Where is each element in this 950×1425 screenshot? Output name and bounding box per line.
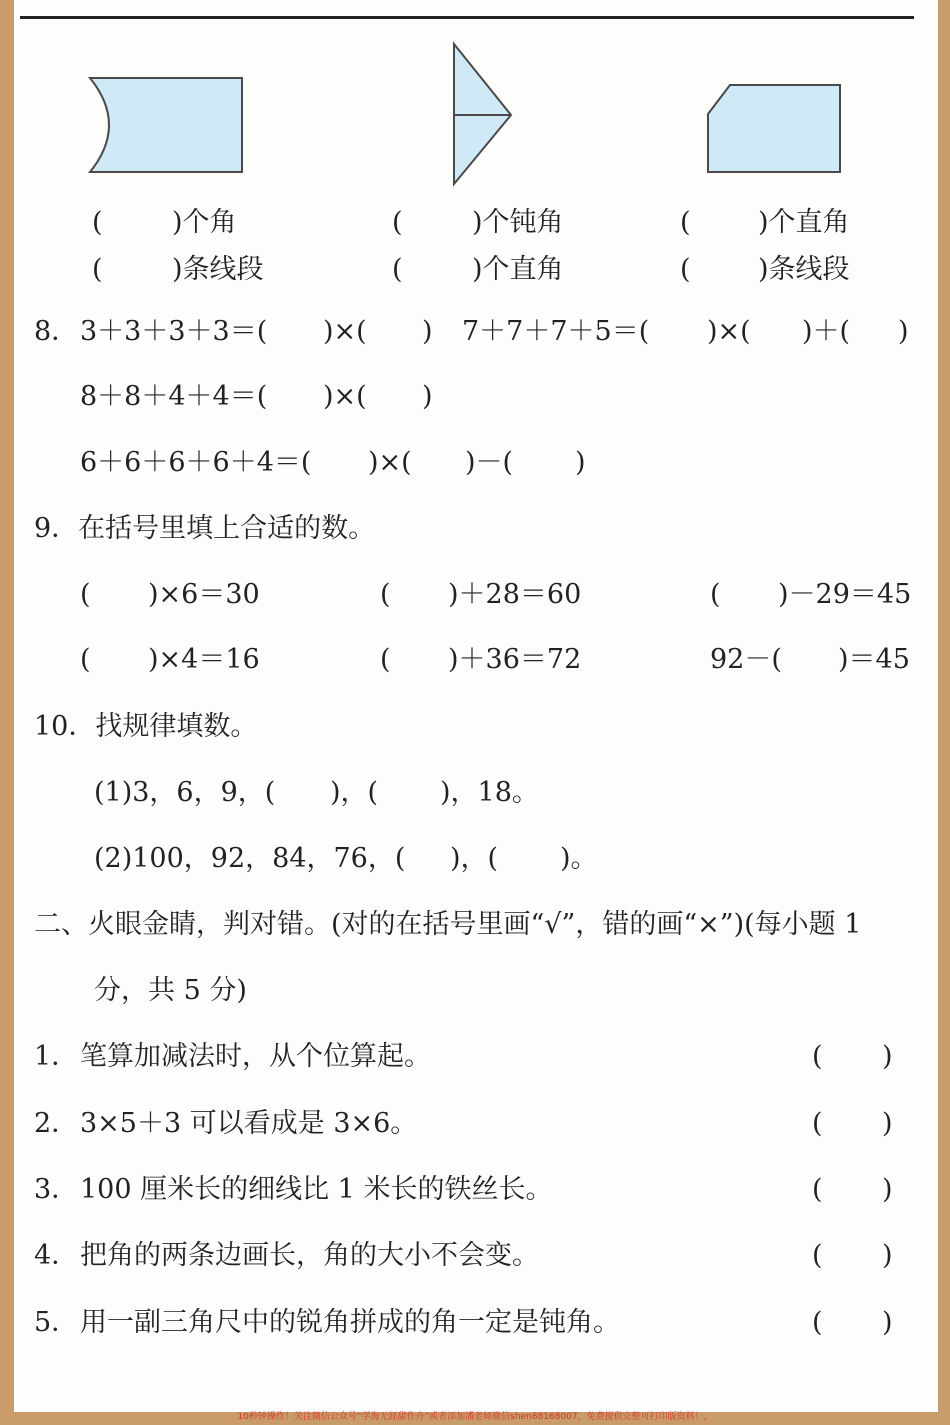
q9-r2c2-expr: )＋36＝72 bbox=[448, 644, 582, 675]
q10-item1-b: )，( bbox=[330, 777, 379, 808]
q8-expr2-d: ) bbox=[898, 316, 909, 347]
judge-item-1-text: 笔算加减法时，从个位算起。 bbox=[80, 1041, 431, 1072]
q8-expr3-a: 8＋8＋4＋4＝( bbox=[80, 381, 268, 412]
judge-item-1-paren-open: ( bbox=[812, 1041, 823, 1072]
section2-title-cont: 分，共 5 分) bbox=[94, 975, 247, 1006]
q10-item2-a: (2)100，92，84，76，( bbox=[94, 843, 406, 874]
footer-promo-text: 10秒钟操作！关注微信公众号“学海无涯甜作舟”或者添加潘老师微信shen88168007，免费提供完整可打印版资料！， bbox=[237, 1412, 713, 1422]
q9-r1c2-open: ( bbox=[380, 579, 391, 610]
judge-item-5-number: 5． bbox=[34, 1307, 79, 1338]
q10-item1-a: (1)3，6，9，( bbox=[94, 777, 276, 808]
shape2-right-open: ( bbox=[392, 254, 403, 285]
q9-r1c3-open: ( bbox=[710, 579, 721, 610]
judge-item-3-paren-close: ) bbox=[882, 1174, 893, 1205]
shape3-segments-label: )条线段 bbox=[758, 254, 850, 285]
shape1-segments-label: )条线段 bbox=[172, 254, 264, 285]
q9-r1c2-expr: )＋28＝60 bbox=[448, 579, 582, 610]
judge-item-3-text: 100 厘米长的细线比 1 米长的铁丝长。 bbox=[80, 1174, 553, 1205]
shape3-right-open: ( bbox=[680, 207, 691, 238]
section2-title: 二、火眼金睛，判对错。(对的在括号里画“√”，错的画“×”)(每小题 1 bbox=[34, 909, 862, 940]
shape1-segments-open: ( bbox=[92, 254, 103, 285]
q10-item2-c: )。 bbox=[560, 843, 598, 874]
judge-item-1-paren-close: ) bbox=[882, 1041, 893, 1072]
q8-expr3-b: )×( bbox=[323, 381, 367, 412]
shape2-obtuse-open: ( bbox=[392, 207, 403, 238]
q9-r1c3-expr: )－29＝45 bbox=[778, 579, 912, 610]
judge-item-4-number: 4． bbox=[34, 1240, 79, 1271]
judge-item-1-number: 1． bbox=[34, 1041, 79, 1072]
q9-r2c1-expr: )×4＝16 bbox=[148, 644, 260, 675]
q9-r1c1-open: ( bbox=[80, 579, 91, 610]
q8-expr1-a: 3＋3＋3＋3＝( bbox=[80, 316, 268, 347]
q9-r2c2-open: ( bbox=[380, 644, 391, 675]
q9-r2c1-open: ( bbox=[80, 644, 91, 675]
q10-item2-b: )，( bbox=[450, 843, 499, 874]
q9-r2c3-expr: )＝45 bbox=[838, 644, 910, 675]
judge-item-4-text: 把角的两条边画长，角的大小不会变。 bbox=[80, 1240, 539, 1271]
q8-expr4-a: 6＋6＋6＋6＋4＝( bbox=[80, 447, 312, 478]
shape3-right-label: )个直角 bbox=[758, 207, 850, 238]
figure-cut-corner-rectangle bbox=[700, 78, 850, 178]
judge-item-5-text: 用一副三角尺中的锐角拼成的角一定是钝角。 bbox=[80, 1307, 620, 1338]
q8-expr4-b: )×( bbox=[368, 447, 412, 478]
q10-title: 10．找规律填数。 bbox=[34, 711, 258, 742]
judge-item-4-paren-open: ( bbox=[812, 1240, 823, 1271]
q8-expr2-c: )＋( bbox=[802, 316, 851, 347]
q9-r1c1-expr: )×6＝30 bbox=[148, 579, 260, 610]
q8-expr1-b: )×( bbox=[323, 316, 367, 347]
judge-item-4-paren-close: ) bbox=[882, 1240, 893, 1271]
q10-item1-c: )，18。 bbox=[440, 777, 539, 808]
judge-item-5-paren-open: ( bbox=[812, 1307, 823, 1338]
judge-item-5-paren-close: ) bbox=[882, 1307, 893, 1338]
judge-item-2-number: 2． bbox=[34, 1108, 79, 1139]
q8-expr1-c: ) bbox=[422, 316, 433, 347]
q8-expr2-a: 7＋7＋7＋5＝( bbox=[462, 316, 650, 347]
judge-item-2-text: 3×5＋3 可以看成是 3×6。 bbox=[80, 1108, 418, 1139]
shape2-right-label: )个直角 bbox=[472, 254, 564, 285]
q8-expr3-c: ) bbox=[422, 381, 433, 412]
q8-expr2-b: )×( bbox=[707, 316, 751, 347]
q8-number: 8． bbox=[34, 316, 79, 347]
shape1-angles-open: ( bbox=[92, 207, 103, 238]
shape3-segments-open: ( bbox=[680, 254, 691, 285]
shape2-obtuse-label: )个钝角 bbox=[472, 207, 564, 238]
judge-item-3-number: 3． bbox=[34, 1174, 79, 1205]
q9-title: 9．在括号里填上合适的数。 bbox=[34, 513, 376, 544]
figure-kite bbox=[445, 38, 520, 190]
top-rule bbox=[20, 16, 914, 19]
judge-item-3-paren-open: ( bbox=[812, 1174, 823, 1205]
judge-item-2-paren-open: ( bbox=[812, 1108, 823, 1139]
judge-item-2-paren-close: ) bbox=[882, 1108, 893, 1139]
figure-concave-rectangle bbox=[80, 70, 250, 180]
shape1-angles-label: )个角 bbox=[172, 207, 237, 238]
q8-expr4-d: ) bbox=[575, 447, 586, 478]
q9-r2c3-open: 92－( bbox=[710, 644, 782, 675]
q8-expr4-c: )－( bbox=[465, 447, 514, 478]
